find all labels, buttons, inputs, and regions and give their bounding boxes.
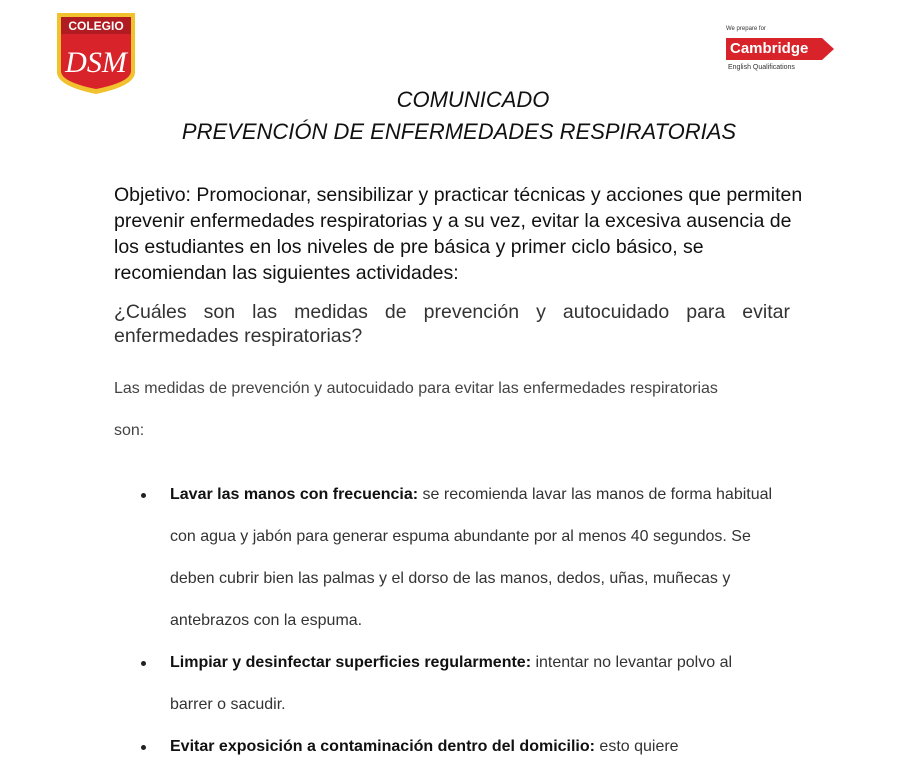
title-line-1: COMUNICADO: [396, 87, 550, 112]
bullet-heading: Evitar exposición a contaminación dentro del domicilio:: [170, 738, 595, 755]
bullet-dot-icon: [141, 745, 146, 750]
bullet-dot-icon: [141, 493, 146, 498]
question-paragraph: ¿Cuáles son las medidas de prevención y autocuidado para evitar enfermedades respiratorias?: [114, 301, 790, 347]
list-item: [114, 642, 774, 726]
measures-list: [114, 474, 774, 768]
list-item: [114, 726, 774, 768]
objetivo-paragraph: Objetivo: Promocionar, sensibilizar y practicar técnicas y acciones que permiten prevenir enfermedades respiratorias y a su vez, evitar la excesiva ausencia de los estudiantes en los niveles de pre básica y primer ciclo básico, se recomiendan las siguientes actividades:: [114, 184, 803, 284]
bullet-text: se recomienda lavar las manos de forma habitual con agua y jabón para generar espuma abundante por al menos 40 segundos. Se deben cubrir bien las palmas y el dorso de las manos, dedos, uñas, muñecas y antebrazos con la espuma.: [170, 486, 773, 629]
cambridge-brand: Cambridge: [726, 38, 822, 60]
cambridge-logo: [722, 26, 842, 78]
bullet-text: esto quiere: [594, 738, 679, 755]
bullet-heading: Limpiar y desinfectar superficies regularmente:: [170, 654, 532, 671]
logo-top-text: COLEGIO: [68, 19, 124, 33]
cambridge-subtitle: English Qualifications: [728, 64, 795, 71]
bullet-dot-icon: [141, 661, 146, 666]
document-title: [0, 84, 918, 148]
bullet-text: intentar no levantar polvo al barrer o sacudir.: [170, 654, 733, 713]
title-line-2: PREVENCIÓN DE ENFERMEDADES RESPIRATORIAS: [181, 119, 737, 144]
intro-paragraph: Las medidas de prevención y autocuidado para evitar las enfermedades respiratorias son:: [114, 380, 718, 439]
bullet-heading: Lavar las manos con frecuencia:: [170, 486, 419, 503]
cambridge-arrow-icon: [822, 38, 834, 60]
list-item: [114, 474, 774, 642]
cambridge-tagline: We prepare for: [726, 26, 766, 32]
logo-monogram: DSM: [65, 46, 127, 79]
